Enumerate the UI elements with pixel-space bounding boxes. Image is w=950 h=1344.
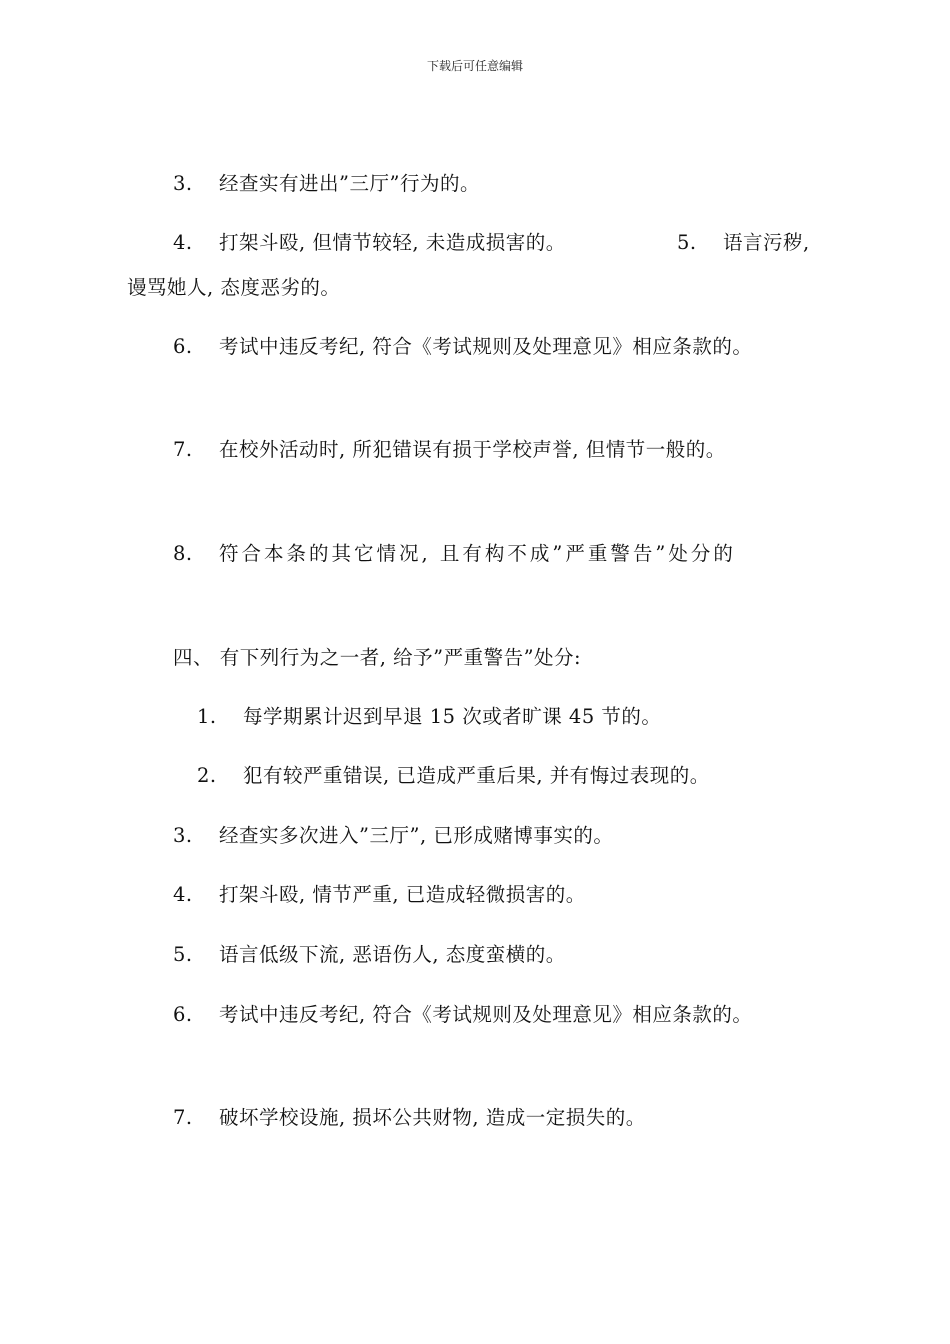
- list-item: [173, 171, 480, 197]
- item-text: 经查实多次进入”三厅”, 已形成赌博事实的。: [219, 824, 614, 847]
- item-text: 考试中违反考纪, 符合《考试规则及处理意见》相应条款的。: [219, 335, 753, 358]
- item-number: 5.: [173, 943, 193, 966]
- list-item: [197, 763, 710, 789]
- item-number: 7.: [173, 1106, 193, 1129]
- section-heading: 四、 有下列行为之一者, 给予”严重警告”处分:: [173, 646, 582, 669]
- list-item: [173, 437, 726, 463]
- list-item: [173, 541, 736, 567]
- item-text: 符合本条的其它情况, 且有构不成”严重警告”处分的: [219, 542, 736, 565]
- item-text: 打架斗殴, 情节严重, 已造成轻微损害的。: [219, 883, 586, 906]
- list-item: [677, 230, 810, 256]
- item-number: 3.: [173, 824, 193, 847]
- item-text: 在校外活动时, 所犯错误有损于学校声誉, 但情节一般的。: [219, 438, 726, 461]
- item-number: 2.: [197, 764, 217, 787]
- item-text: 破坏学校设施, 损坏公共财物, 造成一定损失的。: [219, 1106, 646, 1129]
- list-item: [173, 1002, 752, 1028]
- item-number: 4.: [173, 231, 193, 254]
- item-text: 每学期累计迟到早退 15 次或者旷课 45 节的。: [243, 705, 662, 728]
- list-item: [197, 704, 661, 730]
- item-text: 语言污秽,: [723, 231, 810, 254]
- item-text: 语言低级下流, 恶语伤人, 态度蛮横的。: [219, 943, 566, 966]
- item-number: 4.: [173, 883, 193, 906]
- list-item: [173, 1105, 646, 1131]
- list-item: [173, 942, 566, 968]
- item-number: 6.: [173, 335, 193, 358]
- page-header: 下载后可任意编辑: [426, 59, 523, 73]
- item-number: 7.: [173, 438, 193, 461]
- item-text: 打架斗殴, 但情节较轻, 未造成损害的。: [219, 231, 566, 254]
- item-text: 犯有较严重错误, 已造成严重后果, 并有悔过表现的。: [243, 764, 710, 787]
- item-number: 1.: [197, 705, 217, 728]
- item-number: 5.: [677, 231, 697, 254]
- item-text: 考试中违反考纪, 符合《考试规则及处理意见》相应条款的。: [219, 1003, 753, 1026]
- item-number: 6.: [173, 1003, 193, 1026]
- list-item-continuation: 谩骂她人, 态度恶劣的。: [127, 276, 341, 299]
- item-text: 经查实有进出”三厅”行为的。: [219, 172, 480, 195]
- item-number: 3.: [173, 172, 193, 195]
- list-item: [173, 882, 586, 908]
- list-item: [173, 334, 752, 360]
- list-item: [173, 230, 566, 256]
- item-number: 8.: [173, 542, 193, 565]
- list-item: [173, 823, 613, 849]
